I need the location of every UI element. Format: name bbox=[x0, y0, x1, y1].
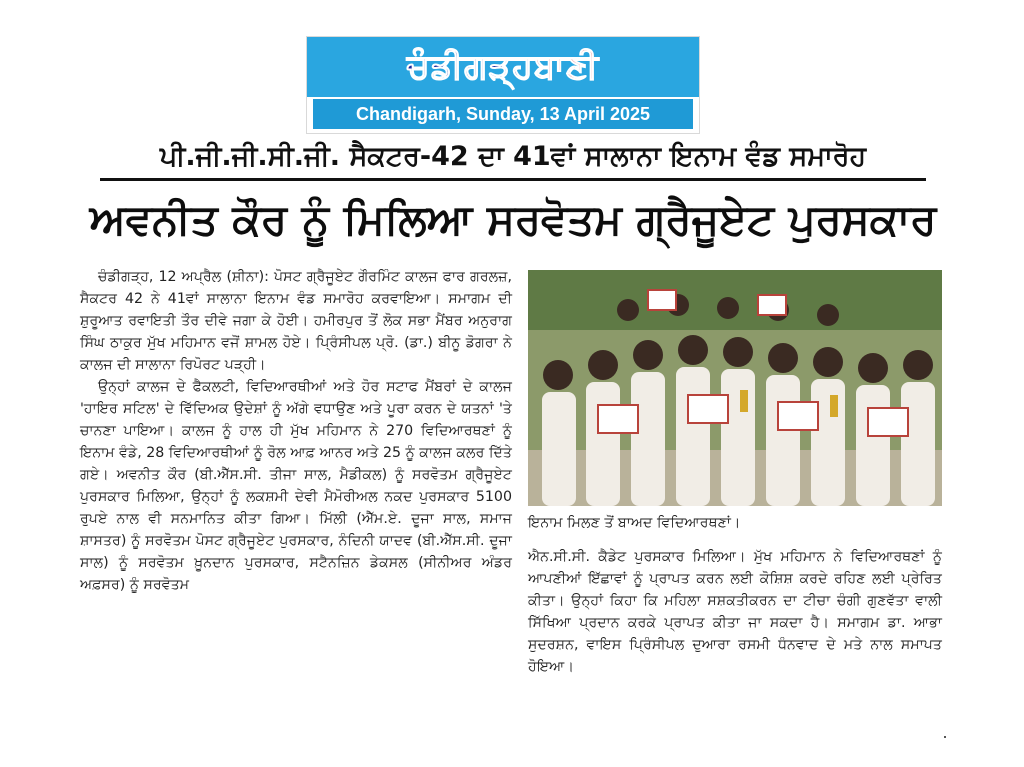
newspaper-title-part2: ਬਾਣੀ bbox=[533, 47, 600, 87]
newspaper-title-part1: ਚੰਡੀਗੜ੍ਹ bbox=[406, 47, 534, 87]
kicker-underline bbox=[100, 178, 926, 181]
group-photo-illustration bbox=[528, 270, 942, 506]
page-mark bbox=[944, 736, 946, 738]
kicker-headline: ਪੀ.ਜੀ.ਜੀ.ਸੀ.ਜੀ. ਸੈਕਟਰ-42 ਦਾ 41ਵਾਂ ਸਾਲਾਨਾ ਇਨਾਮ ਵੰਡ ਸਮਾਰੋਹ bbox=[159, 141, 867, 172]
article-body-right bbox=[528, 546, 942, 678]
newspaper-title bbox=[307, 43, 699, 91]
article-body-left bbox=[80, 266, 512, 596]
masthead bbox=[306, 36, 700, 134]
article-paragraph: ਉਨ੍ਹਾਂ ਕਾਲਜ ਦੇ ਫੈਕਲਟੀ, ਵਿਦਿਆਰਥੀਆਂ ਅਤੇ ਹੋਰ ਸਟਾਫ ਮੈਂਬਰਾਂ ਦੇ ਕਾਲਜ 'ਹਾਇਰ ਸਟਿਲ' ਦੇ ਵਿੱਦਿਅਕ ਉਦੇਸ਼ਾਂ ਨੂੰ ਅੱਗੇ ਵਧਾਉਣ ਅਤੇ ਪੂਰਾ ਕਰਨ ਦੇ ਯਤਨਾਂ 'ਤੇ ਚਾਨਣਾ ਪਾਇਆ। ਕਾਲਜ ਨੂੰ ਹਾਲ ਹੀ ਮੁੱਖ ਮਹਿਮਾਨ ਨੇ 270 ਵਿਦਿਆਰਥਣਾਂ ਨੂੰ ਇਨਾਮ ਵੰਡੇ, 28 ਵਿਦਿਆਰਥੀਆਂ ਨੂੰ ਰੋਲ ਆਫ਼ ਆਨਰ ਅਤੇ 25 ਨੂੰ ਕਾਲਜ ਕਲਰ ਦਿੱਤੇ ਗਏ। ਅਵਨੀਤ ਕੌਰ (ਬੀ.ਐੱਸ.ਸੀ. ਤੀਜਾ ਸਾਲ, ਮੈਡੀਕਲ) ਨੂੰ ਸਰਵੋਤਮ ਗ੍ਰੈਜੂਏਟ ਪੁਰਸਕਾਰ ਮਿਲਿਆ, ਉਨ੍ਹਾਂ ਨੂੰ ਲਕਸ਼ਮੀ ਦੇਵੀ ਮੈਮੋਰੀਅਲ ਨਕਦ ਪੁਰਸਕਾਰ 5100 ਰੁਪਏ ਨਾਲ ਵੀ ਸਨਮਾਨਿਤ ਕੀਤਾ ਗਿਆ। ਮਿੱਲੀ (ਐੱਮ.ਏ. ਦੂਜਾ ਸਾਲ, ਸਮਾਜ ਸ਼ਾਸਤਰ) ਨੂੰ ਸਰਵੋਤਮ ਪੋਸਟ ਗ੍ਰੈਜੂਏਟ ਪੁਰਸਕਾਰ, ਨੰਦਿਨੀ ਯਾਦਵ (ਬੀ.ਐੱਸ.ਸੀ. ਦੂਜਾ ਸਾਲ) ਨੂੰ ਸਰਵੋਤਮ ਖ਼ੂਨਦਾਨ ਪੁਰਸਕਾਰ, ਸਟੈਨਜ਼ਿਨ ਡੇਕਸਲ (ਸੀਨੀਅਰ ਅੰਡਰ ਅਫ਼ਸਰ) ਨੂੰ ਸਰਵੋਤਮ bbox=[80, 379, 512, 593]
dateline: Chandigarh, Sunday, 13 April 2025 bbox=[313, 99, 693, 129]
main-headline: ਅਵਨੀਤ ਕੌਰ ਨੂੰ ਮਿਲਿਆ ਸਰਵੋਤਮ ਗ੍ਰੈਜੂਏਟ ਪੁਰਸਕਾਰ bbox=[89, 195, 937, 244]
group-photo bbox=[528, 270, 942, 506]
article-paragraph: ਐਨ.ਸੀ.ਸੀ. ਕੈਡੇਟ ਪੁਰਸਕਾਰ ਮਿਲਿਆ। ਮੁੱਖ ਮਹਿਮਾਨ ਨੇ ਵਿਦਿਆਰਥਣਾਂ ਨੂੰ ਆਪਣੀਆਂ ਇੱਛਾਵਾਂ ਨੂੰ ਪ੍ਰਾਪਤ ਕਰਨ ਲਈ ਕੋਸ਼ਿਸ਼ ਕਰਦੇ ਰਹਿਣ ਲਈ ਪ੍ਰੇਰਿਤ ਕੀਤਾ। ਉਨ੍ਹਾਂ ਕਿਹਾ ਕਿ ਮਹਿਲਾ ਸਸ਼ਕਤੀਕਰਨ ਦਾ ਟੀਚਾ ਚੰਗੀ ਗੁਣਵੱਤਾ ਵਾਲੀ ਸਿੱਖਿਆ ਪ੍ਰਦਾਨ ਕਰਕੇ ਪ੍ਰਾਪਤ ਕੀਤਾ ਜਾ ਸਕਦਾ ਹੈ। ਸਮਾਗਮ ਡਾ. ਆਭਾ ਸੁਦਰਸ਼ਨ, ਵਾਇਸ ਪ੍ਰਿੰਸੀਪਲ ਦੁਆਰਾ ਰਸਮੀ ਧੰਨਵਾਦ ਦੇ ਮਤੇ ਨਾਲ ਸਮਾਪਤ ਹੋਇਆ। bbox=[528, 549, 942, 675]
article-paragraph: ਚੰਡੀਗੜ੍ਹ, 12 ਅਪ੍ਰੈਲ (ਸ਼ੀਨਾ): ਪੋਸਟ ਗ੍ਰੈਜੂਏਟ ਗੌਰਮਿੰਟ ਕਾਲਜ ਫਾਰ ਗਰਲਜ਼, ਸੈਕਟਰ 42 ਨੇ 41ਵਾਂ ਸਾਲਾਨਾ ਇਨਾਮ ਵੰਡ ਸਮਾਰੋਹ ਕਰਵਾਇਆ। ਸਮਾਗਮ ਦੀ ਸ਼ੁਰੂਆਤ ਰਵਾਇਤੀ ਤੌਰ ਦੀਵੇ ਜਗਾ ਕੇ ਹੋਈ। ਹਮੀਰਪੁਰ ਤੋਂ ਲੋਕ ਸਭਾ ਮੈਂਬਰ ਅਨੁਰਾਗ ਸਿੰਘ ਠਾਕੁਰ ਮੁੱਖ ਮਹਿਮਾਨ ਵਜੋਂ ਸ਼ਾਮਲ ਹੋਏ। ਪ੍ਰਿੰਸੀਪਲ ਪ੍ਰੋ. (ਡਾ.) ਬੀਨੂ ਡੋਗਰਾ ਨੇ ਕਾਲਜ ਦੀ ਸਾਲਾਨਾ ਰਿਪੋਰਟ ਪੜ੍ਹੀ। bbox=[80, 269, 512, 373]
photo-caption: ਇਨਾਮ ਮਿਲਣ ਤੋਂ ਬਾਅਦ ਵਿਦਿਆਰਥਣਾਂ। bbox=[528, 515, 741, 531]
